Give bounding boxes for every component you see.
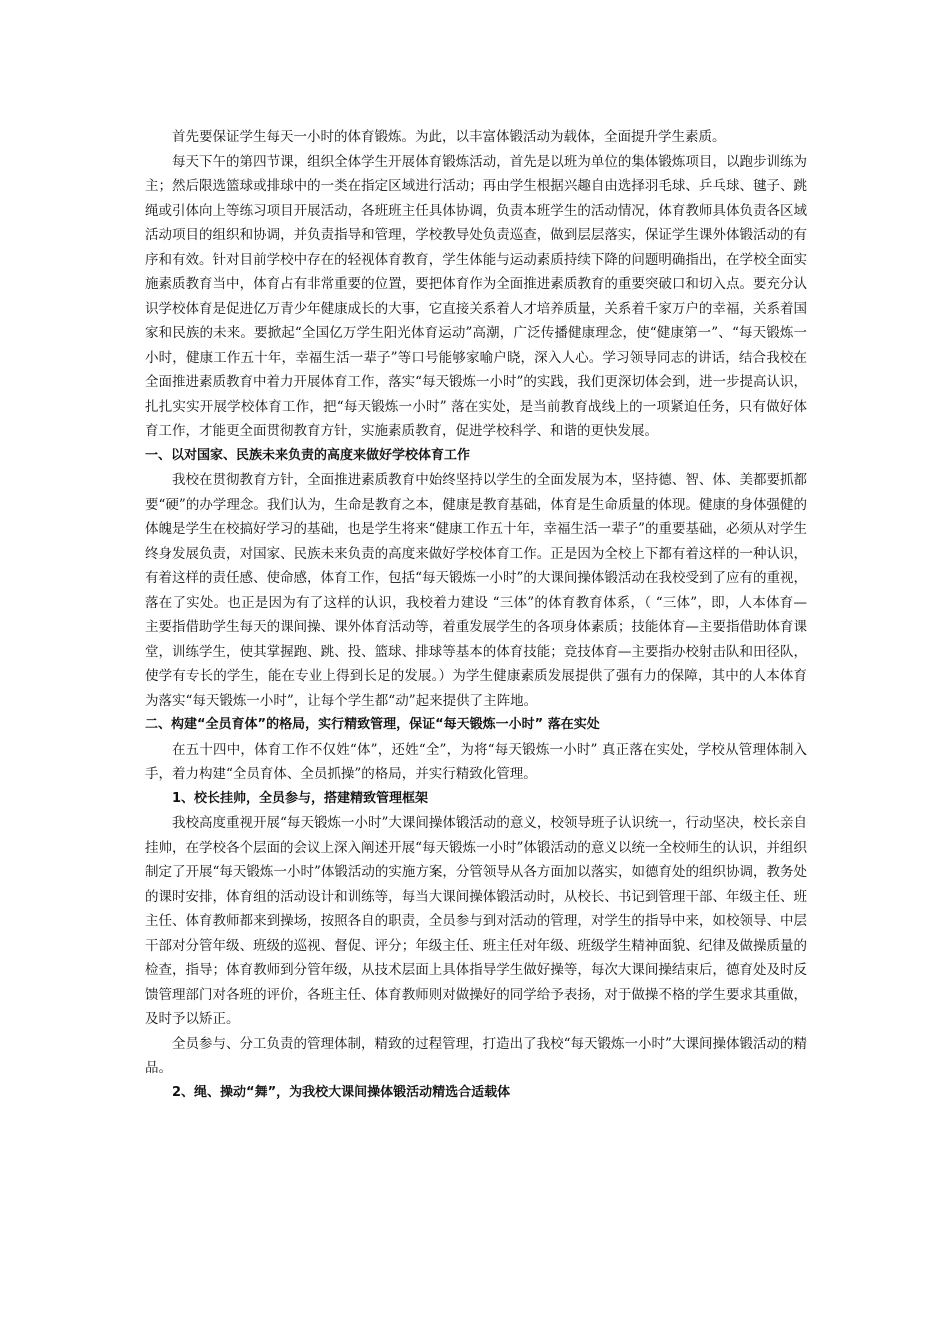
section-heading-1: 一、以对国家、民族未来负责的高度来做好学校体育工作 (145, 447, 471, 463)
section2-paragraph-1: 在五十四中，体育工作不仅姓“体”，还姓“全”，为将“每天锻炼一小时” 真正落在实处，学校从管理体制入手，着力构建“全员育体、全员抓操”的格局，并实行精致化管理。 (145, 741, 807, 782)
document-page (145, 125, 807, 1105)
intro-paragraph-2: 每天下午的第四节课，组织全体学生开展体育锻炼活动，首先是以班为单位的集体锻炼项目，以跑步训练为主；然后限选篮球或排球中的一类在指定区域进行活动；再由学生根据兴趣自由选择羽毛球、乒乓球、毽子、跳绳或引体向上等练习项目开展活动，各班班主任具体协调，负责本班学生的活动情况，体育教师具体负责各区域活动项目的组织和协调，并负责指导和管理，学校教导处负责巡查，做到层层落实，保证学生课外体锻活动的有序和有效。针对目前学校中存在的轻视体育教育，学生体能与运动素质持续下降的问题明确指出，在学校全面实施素质教育当中，体育占有非常重要的位置，要把体育作为全面推进素质教育的重要突破口和切入点。要充分认识学校体育是促进亿万青少年健康成长的大事，它直接关系着人才培养质量，关系着千家万户的幸福，关系着国家和民族的未来。要掀起“全国亿万学生阳光体育运动”高潮，广泛传播健康理念，使“健康第一”、“每天锻炼一小时，健康工作五十年，幸福生活一辈子”等口号能够家喻户晓，深入人心。学习领导同志的讲话，结合我校在全面推进素质教育中着力开展体育工作，落实“每天锻炼一小时”的实践，我们更深切体会到，进一步提高认识，扎扎实实开展学校体育工作，把“每天锻炼一小时” 落在实处，是当前教育战线上的一项紧迫任务，只有做好体育工作，才能更全面贯彻教育方针，实施素质教育，促进学校科学、和谐的更快发展。 (145, 153, 807, 439)
section1-paragraph-1: 我校在贯彻教育方针，全面推进素质教育中始终坚持以学生的全面发展为本，坚持德、智、体、美都要抓都要“硬”的办学理念。我们认为，生命是教育之本，健康是教育基础，体育是生命质量的体现。健康的身体强健的体魄是学生在校搞好学习的基础，也是学生将来“健康工作五十年，幸福生活一辈子”的重要基础，必须从对学生终身发展负责，对国家、民族未来负责的高度来做好学校体育工作。正是因为全校上下都有着这样的一种认识，有着这样的责任感、使命感，体育工作，包括“每天锻炼一小时”的大课间操体锻活动在我校受到了应有的重视，落在了实处。也正是因为有了这样的认识，我校着力建设 “三体”的体育教育体系，（ “三体”，即，人本体育—主要指借助学生每天的课间操、课外体育活动等，着重发展学生的各项身体素质；技能体育—主要指借助体育课堂，训练学生，使其掌握跑、跳、投、篮球、排球等基本的体育技能；竞技体育—主要指办校射击队和田径队，使学有专长的学生，能在专业上得到长足的发展。）为学生健康素质发展提供了强有力的保障，其中的人本体育为落实“每天锻炼一小时”，让每个学生都“动”起来提供了主阵地。 (145, 472, 807, 709)
section2-paragraph-3: 全员参与、分工负责的管理体制，精致的过程管理，打造出了我校“每天锻炼一小时”大课间操体锻活动的精品。 (145, 1035, 807, 1076)
subsection-heading-2: 2、绳、操动“舞”，为我校大课间操体锻活动精选合适载体 (172, 1084, 511, 1100)
section2-paragraph-2: 我校高度重视开展“每天锻炼一小时”大课间操体锻活动的意义，校领导班子认识统一，行动坚决，校长亲自挂帅，在学校各个层面的会议上深入阐述开展“每天锻炼一小时”体锻活动的意义以统一全校师生的认识，并组织制定了开展“每天锻炼一小时”体锻活动的实施方案，分管领导从各方面加以落实，如德育处的组织协调，教务处的课时安排，体育组的活动设计和训练等，每当大课间操体锻活动时，从校长、书记到管理干部、年级主任、班主任、体育教师都来到操场，按照各自的职责，全员参与到对活动的管理，对学生的指导中来，如校领导、中层干部对分管年级、班级的巡视、督促、评分；年级主任、班主任对年级、班级学生精神面貌、纪律及做操质量的检查，指导；体育教师到分管年级，从技术层面上具体指导学生做好操等，每次大课间操结束后，德育处及时反馈管理部门对各班的评价，各班主任、体育教师则对做操好的同学给予表扬，对于做操不格的学生要求其重做，及时予以矫正。 (145, 815, 807, 1027)
section-heading-2: 二、构建“全员育体”的格局，实行精致管理，保证“每天锻炼一小时” 落在实处 (145, 717, 600, 732)
subsection-heading-1: 1、校长挂帅，全员参与，搭建精致管理框架 (172, 790, 429, 806)
intro-paragraph-1: 首先要保证学生每天一小时的体育锻炼。为此，以丰富体锻活动为载体，全面提升学生素质。 (172, 129, 726, 145)
